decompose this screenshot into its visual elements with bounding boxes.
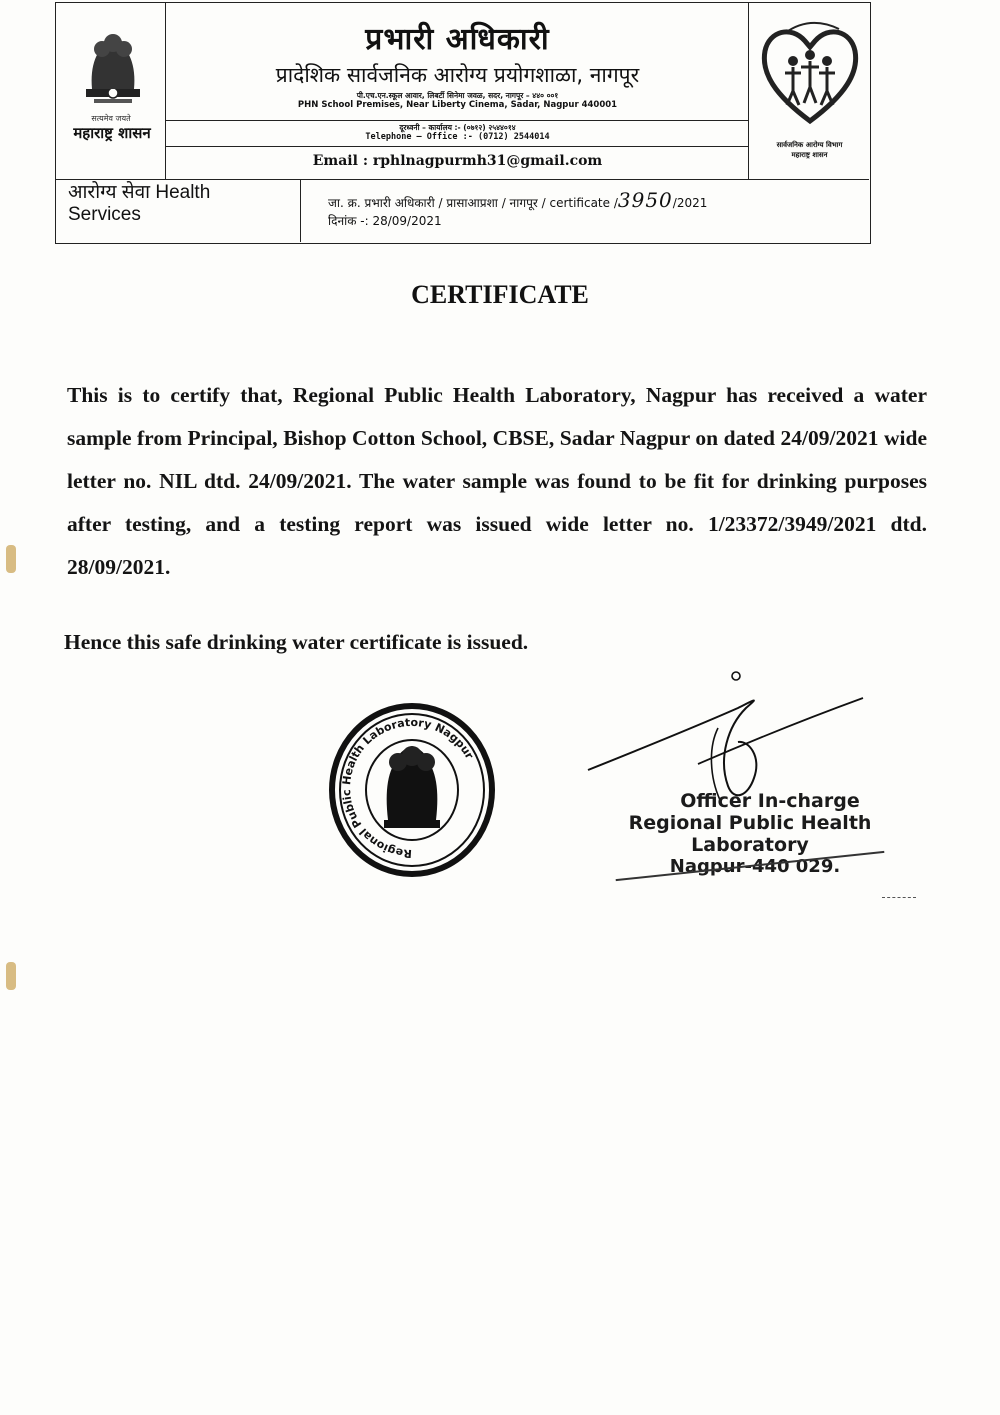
logo-caption-line-1: सार्वजनिक आरोग्य विभाग <box>776 141 843 149</box>
letterhead-logo-panel <box>749 3 870 179</box>
emblem-motto: सत्यमेव जयते <box>91 114 131 123</box>
reference-line <box>328 188 858 212</box>
phone-english: Telephone – Office :- (0712) 2544014 <box>365 132 550 142</box>
family-health-logo-icon <box>755 13 865 133</box>
certificate-body: This is to certify that, Regional Public Health Laboratory, Nagpur has received a water sample from Principal, Bishop Cotton School, CBSE, Sadar Nagpur on dated 24/09/2021 wide letter no. NIL dtd. 24/09/2021. The water sample was found to be fit for drinking purposes after testing, and a testing report was issued wide letter no. 1/23372/3949/2021 dtd. 28/09/2021. <box>67 383 927 579</box>
divider-rule <box>166 120 749 121</box>
edge-mark <box>6 962 16 990</box>
office-email: Email : rphlnagpurmh31@gmail.com <box>312 153 603 169</box>
signatory-place: Nagpur-440 029. <box>669 856 841 877</box>
government-label: महाराष्ट्र शासन <box>73 124 151 142</box>
national-emblem-icon <box>78 19 148 111</box>
phone-marathi: दूरध्वनी – कार्यालय :- (०७१२) २५४४०१४ <box>399 123 516 132</box>
letterhead <box>55 2 871 244</box>
department-label: आरोग्य सेवा Health Services <box>68 182 211 225</box>
letterhead-reference-row <box>56 179 869 243</box>
reference-prefix: जा. क्र. प्रभारी अधिकारी / प्रासाआप्रशा / नागपूर / certificate / <box>328 196 618 210</box>
signatory-organization: Regional Public Health Laboratory <box>628 812 872 856</box>
seal-ring-text: Regional Public Health Laboratory Nagpur <box>340 715 477 861</box>
divider-rule <box>300 180 301 242</box>
letterhead-center <box>166 3 749 179</box>
certificate-closing: Hence this safe drinking water certificate is issued. <box>64 630 529 654</box>
officer-signature <box>578 668 878 808</box>
letterhead-emblem-panel <box>56 3 166 179</box>
issue-date: दिनांक -: 28/09/2021 <box>328 214 442 228</box>
logo-caption <box>749 140 870 160</box>
certificate-title: CERTIFICATE <box>411 280 589 309</box>
edge-mark <box>6 545 16 573</box>
seal-emblem-icon <box>384 746 440 828</box>
laboratory-seal <box>328 702 496 878</box>
divider-rule <box>166 146 749 147</box>
reference-year: /2021 <box>672 196 708 210</box>
address-marathi: पी.एच.एन.स्कूल आवार, लिबर्टी सिनेमा जवळ, सदर, नागपूर – ४४० ००१ <box>356 91 559 100</box>
reference-number: 3950 <box>617 188 673 212</box>
office-title: प्रभारी अधिकारी <box>365 22 550 57</box>
logo-caption-line-2: महाराष्ट्र शासन <box>791 151 828 159</box>
office-subtitle: प्रादेशिक सार्वजनिक आरोग्य प्रयोगशाळा, नागपूर <box>275 63 640 87</box>
stamp-dash <box>882 897 916 898</box>
address-english: PHN School Premises, Near Liberty Cinema, Sadar, Nagpur 440001 <box>297 100 618 110</box>
signatory-designation: Officer In-charge <box>680 790 860 812</box>
